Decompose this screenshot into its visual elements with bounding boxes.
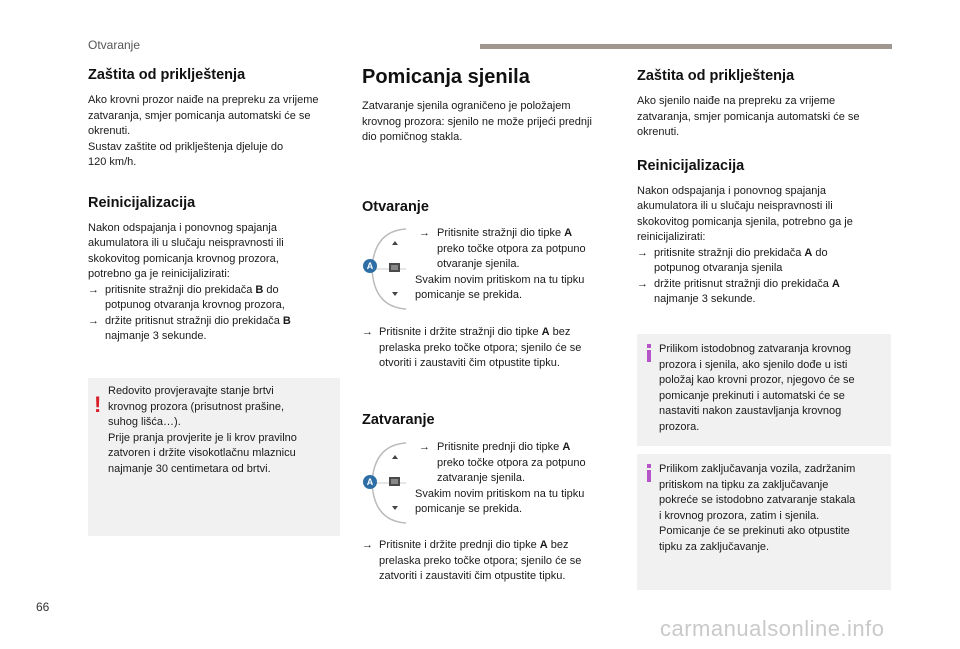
info-line: Pomicanje će se prekinuti ako otpustite — [659, 525, 850, 537]
right-heading-protection: Zaštita od priklještenja — [637, 68, 795, 84]
open-bullet: → Pritisnite stražnji dio tipke A — [415, 226, 615, 242]
left-text-line: potrebno ga je reinicijalizirati: — [88, 268, 230, 280]
right-bullet-2-cont: najmanje 3 sekunde. — [654, 293, 756, 305]
info-line: pokreće se istodobno zatvaranje stakala — [659, 494, 856, 506]
close-line: pomicanje se prekida. — [415, 503, 523, 515]
mid-intro-line: krovnog prozora: sjenilo ne može prijeći prednji — [362, 115, 592, 128]
warning-line: suhog lišća…). — [108, 416, 181, 428]
left-text-line: Nakon odspajanja i ponovnog spajanja — [88, 221, 277, 234]
right-bullet-2: → držite pritisnut stražnji dio prekidača A — [637, 277, 893, 293]
close-line: zatvaranje sjenila. — [437, 472, 526, 484]
middle-column — [362, 62, 618, 146]
warning-icon: ! — [94, 392, 102, 417]
open-instructions — [415, 226, 615, 304]
label-a-badge: A — [363, 259, 377, 273]
info-box-2 — [637, 454, 891, 590]
right-text-line: skokovitog pomicanja sjenila, potrebno ga je — [637, 215, 853, 228]
left-heading-protection: Zaštita od priklještenja — [88, 67, 246, 83]
close-line: Svakim novim pritiskom na tu tipku — [415, 487, 585, 500]
close-hold-bullet: → Pritisnite i držite prednji dio tipke A bez — [362, 538, 618, 554]
right-column — [637, 62, 893, 308]
open-line: otvaranje sjenila. — [437, 258, 520, 270]
close-hold-line: zatvoriti i zaustaviti čim otpustite tipku. — [379, 570, 566, 582]
heading-open: Otvaranje — [362, 199, 429, 215]
close-instructions — [415, 440, 615, 518]
info-line: Prilikom zaključavanja vozila, zadržanim — [659, 463, 856, 475]
mid-intro-line: dio pomičnog stakla. — [362, 131, 463, 143]
open-line: pomicanje se prekida. — [415, 289, 523, 301]
warning-line: Prije pranja provjerite je li krov pravilno — [108, 431, 297, 444]
bullet-arrow-icon: → — [637, 277, 648, 290]
mid-intro-line: Zatvaranje sjenila ograničeno je položajem — [362, 100, 571, 112]
page-number: 66 — [36, 600, 50, 614]
open-line: Svakim novim pritiskom na tu tipku — [415, 273, 585, 286]
info-line: Prilikom istodobnog zatvaranja krovnog — [659, 343, 851, 355]
open-line: preko točke otpora za potpuno — [437, 242, 586, 255]
middle-title: Pomicanja sjenila — [362, 66, 530, 88]
right-text-line: Ako sjenilo naiđe na prepreku za vrijeme — [637, 95, 836, 107]
info-line: prozora i sjenila, ako sjenilo dođe u isti — [659, 358, 848, 371]
right-text-line: reinicijalizirati: — [637, 231, 706, 243]
right-text-line: okrenuti. — [637, 126, 680, 138]
bullet-arrow-icon: → — [362, 539, 373, 551]
left-text-line: Ako krovni prozor naiđe na prepreku za vrijeme — [88, 94, 319, 106]
left-text-line: zatvaranja, smjer pomicanja automatski će se — [88, 109, 311, 122]
info-line: položaj kao krovni prozor, njegovo će se — [659, 374, 855, 386]
left-bullet-2: → držite pritisnut stražnji dio prekidača B — [88, 314, 348, 330]
right-text-line: akumulatora ili u slučaju neispravnosti ili — [637, 200, 833, 212]
right-text-line: Nakon odspajanja i ponovnog spajanja — [637, 184, 826, 197]
heading-close: Zatvaranje — [362, 412, 435, 428]
info-icon — [645, 464, 653, 482]
bullet-arrow-icon: → — [362, 326, 373, 338]
bullet-arrow-icon: → — [419, 441, 430, 453]
left-text-line: skokovitog pomicanja krovnog prozora, — [88, 252, 279, 265]
open-hold-line: prelaska preko točke otpora; sjenilo će se — [379, 341, 582, 354]
open-hold-bullet: → Pritisnite i držite stražnji dio tipke A bez — [362, 325, 618, 341]
open-hold-line: otvoriti i zaustaviti čim otpustite tipku. — [379, 357, 560, 369]
warning-box — [88, 378, 340, 536]
right-text-line: zatvaranja, smjer pomicanja automatski će se — [637, 110, 860, 123]
close-hold-instructions — [362, 538, 618, 585]
close-hold-line: prelaska preko točke otpora; sjenilo će se — [379, 554, 582, 567]
right-bullet-1: → pritisnite stražnji dio prekidača A do — [637, 246, 893, 262]
info-box-1 — [637, 334, 891, 446]
label-a-badge: A — [363, 475, 377, 489]
bullet-arrow-icon: → — [637, 246, 648, 259]
warning-line: Redovito provjeravajte stanje brtvi — [108, 385, 274, 397]
left-column — [88, 62, 348, 345]
info-line: pritiskom na tipku za zaključavanje — [659, 478, 829, 491]
left-text-line: 120 km/h. — [88, 156, 137, 168]
info-line: nastaviti nakon zaustavljanja krovnog — [659, 405, 842, 417]
right-bullet-1-cont: potpunog otvaranja sjenila — [654, 262, 783, 274]
watermark: carmanualsonline.info — [660, 616, 885, 641]
info-line: pomicanje prekinuti i automatski će se — [659, 389, 845, 402]
left-text-line: akumulatora ili u slučaju neispravnosti ili — [88, 237, 284, 249]
left-text-line: Sustav zaštite od priklještenja djeluje do — [88, 140, 284, 153]
warning-line: najmanje 30 centimetara od brtvi. — [108, 462, 271, 475]
warning-line: zatvoren i držite visokotlačnu mlaznicu — [108, 447, 296, 459]
info-line: i krovnog prozora, zatim i sjenila. — [659, 509, 820, 522]
right-heading-reinit: Reinicijalizacija — [637, 157, 745, 174]
bullet-arrow-icon: → — [419, 227, 430, 239]
left-heading-reinit: Reinicijalizacija — [88, 194, 196, 211]
info-line: prozora. — [659, 420, 700, 433]
section-title: Otvaranje — [88, 38, 141, 52]
left-bullet-2-cont: najmanje 3 sekunde. — [105, 330, 207, 342]
close-line: preko točke otpora za potpuno — [437, 456, 586, 469]
bullet-arrow-icon: → — [88, 314, 99, 327]
left-bullet-1: → pritisnite stražnji dio prekidača B do — [88, 283, 348, 299]
bullet-arrow-icon: → — [88, 283, 99, 296]
open-hold-instructions — [362, 325, 618, 372]
header-bar — [480, 44, 892, 49]
left-text-line: okrenuti. — [88, 125, 131, 137]
left-bullet-1-cont: potpunog otvaranja krovnog prozora, — [105, 299, 285, 311]
warning-line: krovnog prozora (prisutnost prašine, — [108, 400, 285, 413]
info-icon — [645, 344, 653, 362]
info-line: tipku za zaključavanje. — [659, 540, 770, 553]
close-bullet: → Pritisnite prednji dio tipke A — [415, 440, 615, 456]
